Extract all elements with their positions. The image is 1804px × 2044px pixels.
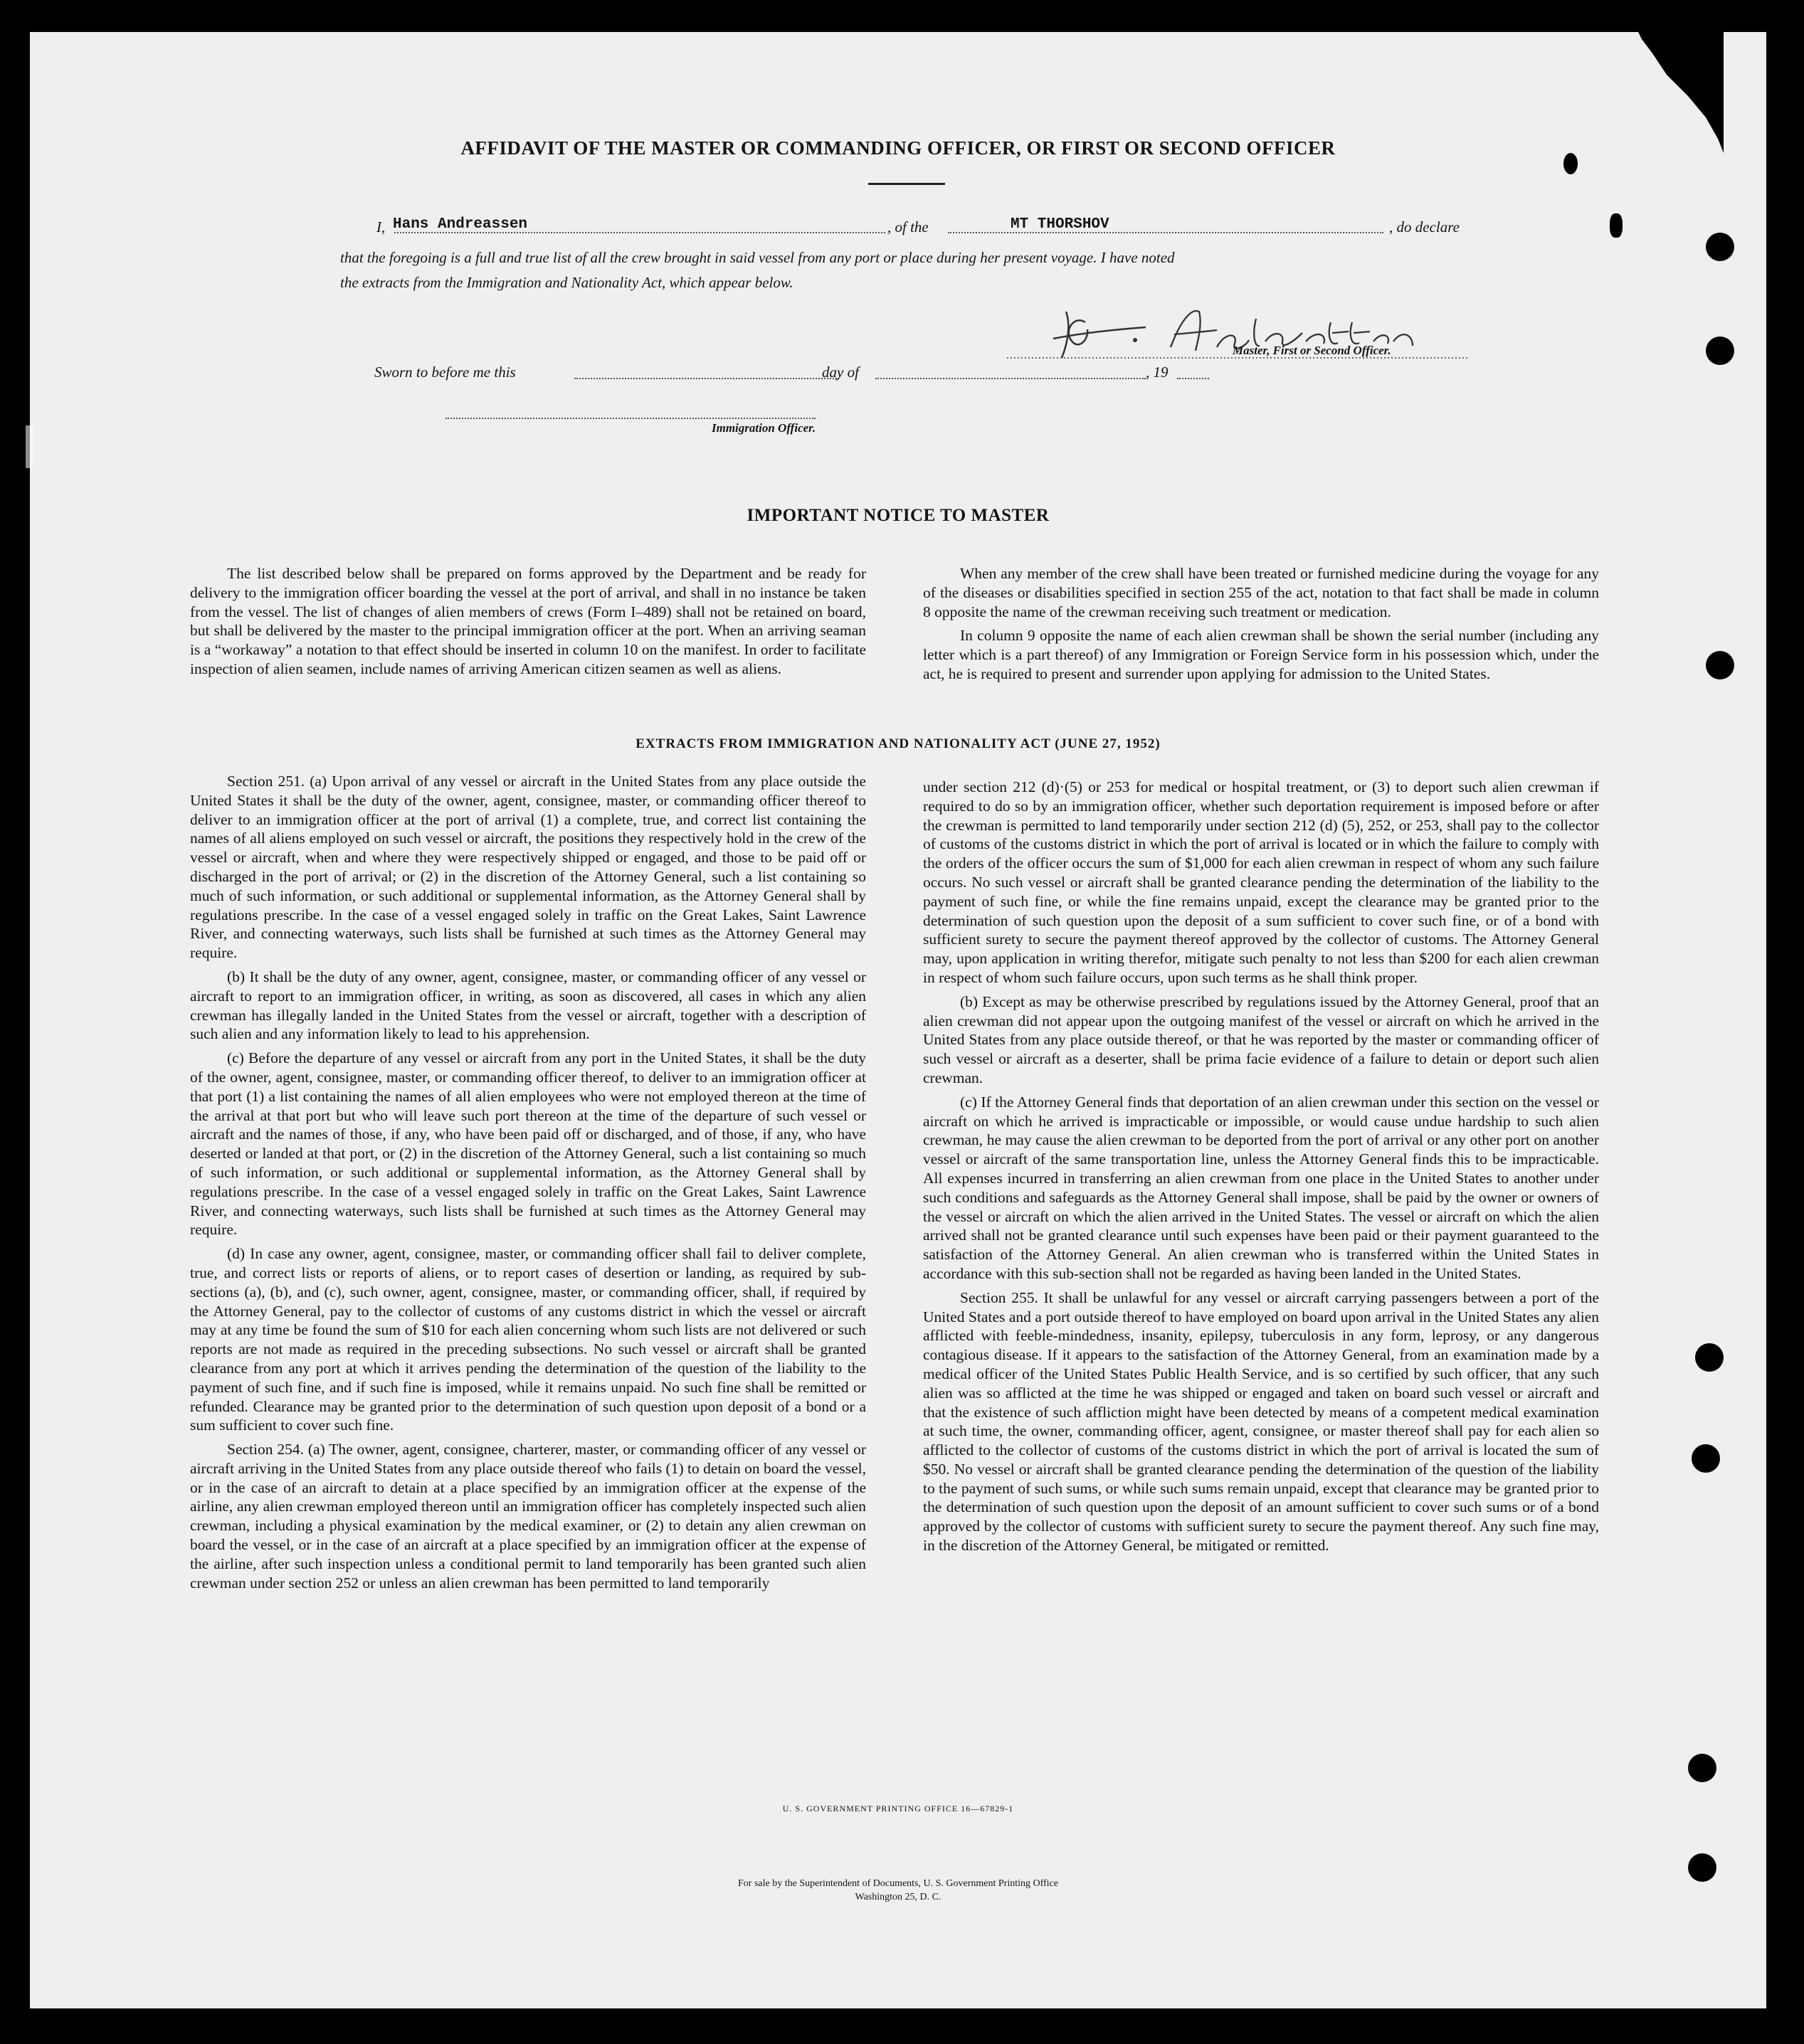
sworn-month-line (875, 378, 1146, 379)
document-page (30, 32, 1766, 2008)
extract-paragraph: (b) It shall be the duty of any owner, agent, consignee, master, or commanding officer of any vessel or aircraft to report to an immigration officer, in writing, as soon as discovered, all cases in which any alien crewman has illegally landed in the United States from the vessel or aircraft, together with a description of such alien and any information likely to lead to his apprehension. (190, 968, 866, 1043)
binder-hole (1688, 1853, 1716, 1882)
notice-right-column (923, 564, 1599, 689)
extracts-title: EXTRACTS FROM IMMIGRATION AND NATIONALITY ACT (JUNE 27, 1952) (635, 736, 1161, 751)
gpo-imprint: U. S. GOVERNMENT PRINTING OFFICE 16—67829-1 (782, 1804, 1014, 1813)
of-the-label: , of the (887, 218, 929, 235)
officer-caption: Immigration Officer. (712, 421, 816, 435)
binder-hole (1706, 651, 1734, 679)
edge-mark (26, 425, 33, 468)
year-label: , 19 (1146, 364, 1169, 381)
extracts-left-column (190, 772, 866, 1597)
extract-paragraph: Section 254. (a) The owner, agent, consignee, charterer, master, or commanding officer of any vessel or aircraft arriving in the United States from any place outside thereof who fails (1) to detain on board the vessel, or in the case of an aircraft to detain at a place specified by an immigration officer at the expense of the airline, any alien crewman employed thereon until an immigration officer has completely inspected such alien crewman, including a physical examination by the medical examiner, or (2) to detain any alien crewman on board the vessel, or in the case of an aircraft at a place specified by an immigration officer at the expense of the airline, after such inspection unless a conditional permit to land temporarily has been granted such alien crewman under section 252 or unless an alien crewman has been permitted to land temporarily (190, 1441, 866, 1592)
i-label: I, (376, 218, 386, 235)
extract-paragraph: Section 251. (a) Upon arrival of any vessel or aircraft in the United States from any place outside the United States it shall be the duty of the owner, agent, consignee, master, or commanding officer thereof to deliver to an immigration officer at the port of arrival (1) a complete, true, and correct list containing the names of all aliens employed on such vessel or aircraft, the positions they respectively hold in the crew of the vessel or aircraft, when and where they were respectively shipped or engaged, and those to be paid off or discharged in the port of arrival; or (2) in the discretion of the Attorney General, such a list containing so much of such information, or such additional or supplemental information, as the Attorney General shall by regulations prescribe. In the case of a vessel engaged solely in traffic on the Great Lakes, Saint Lawrence River, and connecting waterways, such lists shall be furnished at such times as the Attorney General may require. (190, 773, 866, 962)
sale-notice-line-2: Washington 25, D. C. (855, 1892, 941, 1902)
binder-hole (1695, 1343, 1724, 1372)
ink-mark (1610, 213, 1623, 238)
do-declare-label: , do declare (1389, 218, 1460, 235)
extract-paragraph: (c) Before the departure of any vessel or aircraft from any port in the United States, it shall be the duty of the owner, agent, consignee, master, or commanding officer thereof, to deliver to an immigration officer at that port (1) a list containing the names of all alien employees who were not employed thereon at the time of the arrival at that port but who will leave such port thereon at the time of the departure of such vessel or aircraft and the names of those, if any, who have been paid off or discharged, and of those, if any, who have deserted or landed at that port, or (2) in the discretion of the Attorney General, such a list containing so much of such information, or such additional or supplemental information, as the Attorney General shall by regulations prescribe. In the case of a vessel engaged solely in traffic on the Great Lakes, Saint Lawrence River, and connecting waterways, such lists shall be furnished at such times as the Attorney General may require. (190, 1049, 866, 1239)
declaration-line-3: the extracts from the Immigration and Nationality Act, which appear below. (340, 274, 793, 291)
extract-paragraph: (d) In case any owner, agent, consignee, master, or commanding officer shall fail to deliver complete, true, and correct lists or reports of aliens, or to report cases of desertion or landing, as required by sub-sections (a), (b), and (c), such owner, agent, consignee, master, or commanding officer, shall, if required by the Attorney General, pay to the collector of customs of any customs district in which the vessel or aircraft may at any time be found the sum of $10 for each alien concerning whom such lists are not delivered or such reports are not made as required in the preceding subsections. No such vessel or aircraft shall be granted clearance from any port at which it arrives pending the determination of the question of the liability to the payment of such fine, and if such fine is imposed, while it remains unpaid. No such fine shall be remitted or refunded. Clearance may be granted prior to the determination of such question upon deposit of a bond or a sum sufficient to cover such fine. (190, 1245, 866, 1434)
ink-mark (1563, 153, 1578, 174)
notice-paragraph: In column 9 opposite the name of each alien crewman shall be shown the serial number (including any letter which is a part thereof) of any Immigration or Foreign Service form in his possession which, under the act, he is required to present and surrender upon applying for admission to the United States. (923, 627, 1599, 682)
extract-paragraph: (c) If the Attorney General finds that deportation of an alien crewman under this section on the vessel or aircraft on which he arrived is impracticable or impossible, or would cause undue hardship to such alien crewman, he may cause the alien crewman to be deported from the port of arrival or any other port on another vessel or aircraft of the same transportation line, unless the Attorney General finds this to be impracticable. All expenses incurred in transferring an alien crewman from one place in the United States to another under such conditions and safeguards as the Attorney General shall impose, shall be paid by the owner or owners of the vessel or aircraft on which the alien arrived in the United States. The vessel or aircraft on which the alien arrived shall not be granted clearance until such expenses have been paid or their payment guaranteed to the satisfaction of the Attorney General. An alien crewman who is transferred within the United States in accordance with this sub-section shall not be regarded as having been landed in the United States. (923, 1093, 1599, 1282)
officer-line (445, 418, 816, 419)
notice-title: IMPORTANT NOTICE TO MASTER (747, 506, 1050, 525)
binder-hole (1692, 1444, 1720, 1473)
year-line (1177, 378, 1209, 379)
day-of-label: day of (822, 364, 859, 381)
binder-hole (1706, 233, 1734, 261)
sworn-label: Sworn to before me this (374, 364, 516, 381)
extract-paragraph: under section 212 (d)·(5) or 253 for medical or hospital treatment, or (3) to deport such alien crewman if required to do so by an immigration officer, whether such deportation requirement is imposed before or after the crewman is permitted to land temporarily under section 212 (d) (5), 252, or 253, shall pay to the collector of customs of the customs district in which the port of arrival is located or in which the failure to comply with the orders of the officer occurs the sum of $1,000 for each alien crewman in respect of whom any such failure occurs. No such vessel or aircraft shall be granted clearance pending the determination of the liability to the payment of such fine, or while the fine remains unpaid, except the clearance may be granted prior to the determination of such question upon the deposit of a sum sufficient to cover such fine, or of a bond with sufficient surety to secure the payment thereof approved by the collector of customs. The Attorney General may, upon application in writing therefor, mitigate such penalty to not less than $200 for each alien crewman in respect of whom such failure occurs, upon such terms as he shall think proper. (923, 778, 1599, 986)
notice-left-column (190, 564, 866, 684)
extracts-right-column (923, 778, 1599, 1560)
torn-corner (1638, 32, 1724, 153)
sale-notice-line-1: For sale by the Superintendent of Documents, U. S. Government Printing Office (738, 1878, 1058, 1889)
extract-paragraph: Section 255. It shall be unlawful for any vessel or aircraft carrying passengers between a port of the United States and a port outside thereof to have employed on board upon arrival in the United States any alien afflicted with feeble-mindedness, insanity, epilepsy, tuberculosis in any form, leprosy, or any dangerous contagious disease. If it appears to the satisfaction of the Attorney General, from an examination made by a medical officer of the United States Public Health Service, and is so certified by such officer, that any such alien was so afflicted at the time he was shipped or engaged and taken on board such vessel or aircraft and that the existence of such affliction might have been detected by means of a competent medical examination at such time, the owner, commanding officer, agent, consignee, or master thereof shall pay for each alien so afflicted to the collector of customs of the customs district in which the port of arrival is located the sum of $50. No vessel or aircraft shall be granted clearance pending the determination of the question of the liability to the payment of such sums, or while such sums remain unpaid, except that clearance may be granted prior to the determination of such question upon the deposit of an amount sufficient to cover such sums or of a bond approved by the collector of customs with sufficient surety to secure the payment thereof. Any such fine may, in the discretion of the Attorney General, be mitigated or remitted. (923, 1288, 1599, 1555)
binder-hole (1688, 1754, 1716, 1782)
notice-paragraph: The list described below shall be prepared on forms approved by the Department and be ready for delivery to the immigration officer boarding the vessel at the port of arrival, and shall in no instance be taken from the vessel. The list of changes of alien members of crews (Form I–489) shall not be retained on board, but shall be delivered by the master to the principal immigration officer at the port. When an arriving seaman is a “workaway” a notation to that effect should be inserted in column 10 on the manifest. In order to facilitate inspection of alien seamen, include names of arriving American citizen seamen as well as aliens. (190, 565, 866, 677)
binder-hole (1706, 337, 1734, 365)
master-name: Hans Andreassen (393, 216, 528, 233)
sworn-day-line (574, 378, 839, 379)
title-rule (868, 183, 945, 185)
notice-paragraph: When any member of the crew shall have been treated or furnished medicine during the voyage for any of the diseases or disabilities specified in section 255 of the act, notation to that fact shall be made in column 8 opposite the name of the crewman receiving such treatment or medication. (923, 565, 1599, 620)
vessel-name: MT THORSHOV (1011, 216, 1109, 233)
extract-paragraph: (b) Except as may be otherwise prescribed by regulations issued by the Attorney General, proof that an alien crewman did not appear upon the outgoing manifest of the vessel or aircraft on which he arrived in the United States from any place outside thereof, or that he was reported by the master or commanding officer of such vessel or aircraft as a deserter, shall be prima facie evidence of a failure to detain or deport such alien crewman. (923, 992, 1599, 1086)
affidavit-title: AFFIDAVIT OF THE MASTER OR COMMANDING OFFICER, OR FIRST OR SECOND OFFICER (460, 137, 1336, 159)
declaration-line-2: that the foregoing is a full and true list of all the crew brought in said vessel from any port or place during her present voyage. I have noted (340, 249, 1175, 266)
signature-caption: Master, First or Second Officer. (1233, 344, 1391, 357)
